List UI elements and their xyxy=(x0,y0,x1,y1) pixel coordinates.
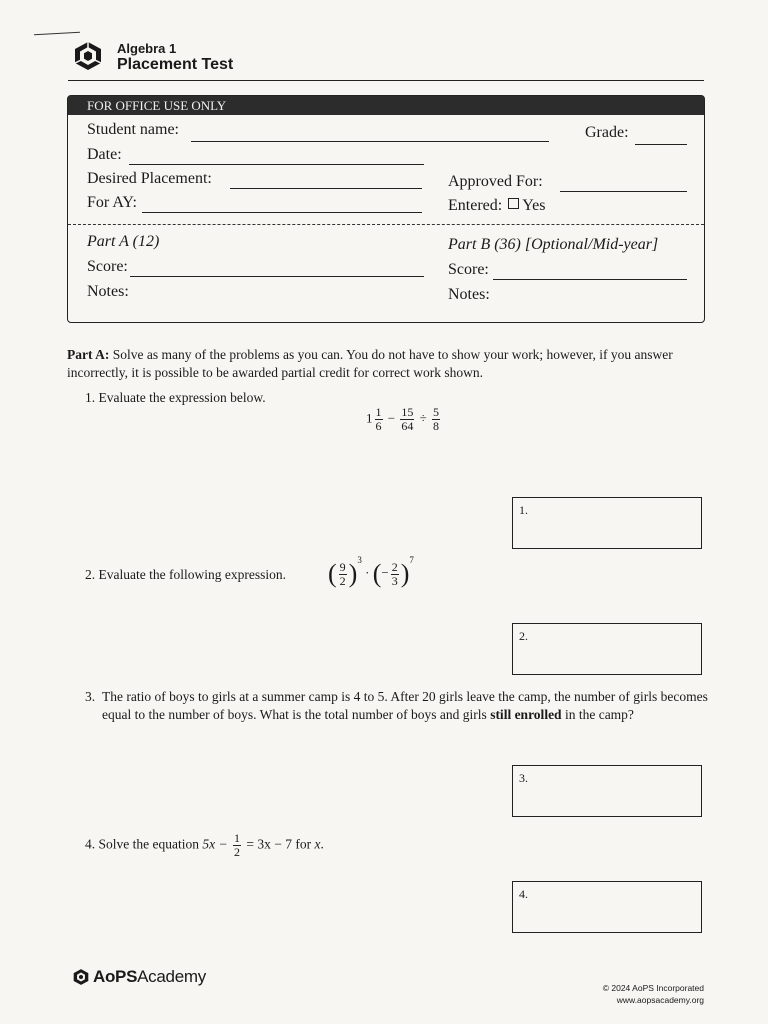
office-use-bar: FOR OFFICE USE ONLY xyxy=(68,96,704,115)
subject-label: Algebra 1 xyxy=(117,41,177,56)
problem-1-number: 1. xyxy=(85,390,96,405)
instructions-text: Solve as many of the problems as you can. You do not have to show your work; however, if you answer incorrectly, it is possible to be awarded partial credit for correct work shown. xyxy=(67,347,673,380)
answer-box-3[interactable] xyxy=(512,765,702,817)
part-b-score-label: Score: xyxy=(448,261,489,278)
for-ay-field[interactable] xyxy=(142,212,422,213)
student-name-label: Student name: xyxy=(87,121,179,138)
part-b-label: Part B (36) [Optional/Mid-year] xyxy=(448,236,659,253)
p2-negative: − xyxy=(381,565,389,580)
problem-2-number: 2. xyxy=(85,567,96,582)
part-b-score-field[interactable] xyxy=(493,279,687,280)
answer-box-4[interactable] xyxy=(512,881,702,933)
problem-2-text: Evaluate the following expression. xyxy=(98,567,286,582)
entered-yes-label: Yes xyxy=(522,197,546,214)
p1-fraction-2: $\frac{15}{64}$ xyxy=(401,405,414,433)
for-ay-label: For AY: xyxy=(87,194,137,211)
instructions-label: Part A: xyxy=(67,347,110,362)
answer-box-4-label: 4. xyxy=(519,887,528,901)
page-title: Placement Test xyxy=(117,56,234,73)
problem-4: 4. Solve the equation 5x − $\frac{1}{2}$ = 3x − 7 for x. xyxy=(85,831,324,859)
part-a-label: Part A (12) xyxy=(87,233,160,250)
footer-brand: AoPSAcademy xyxy=(93,967,206,986)
problem-3-text: The ratio of boys to girls at a summer camp is 4 to 5. After 20 girls leave the camp, the number of girls becomes equal to the number of boys. What is the total number of boys and girls still enrolled in the camp? xyxy=(102,689,708,722)
p4-variable: x xyxy=(314,836,321,852)
entered-row xyxy=(448,197,545,215)
copyright-text: © 2024 AoPS Incorporated xyxy=(602,983,704,993)
instructions xyxy=(67,346,707,382)
p1-whole: 1 xyxy=(366,410,373,426)
problem-1-text: Evaluate the expression below. xyxy=(98,390,266,405)
aops-footer-logo-icon xyxy=(72,968,90,986)
answer-box-2-label: 2. xyxy=(519,629,528,643)
p2-fraction-2: $\frac{2}{3}$ xyxy=(391,559,398,588)
aops-logo-icon xyxy=(72,40,104,72)
answer-box-3-label: 3. xyxy=(519,771,528,785)
footer-url[interactable]: www.aopsacademy.org xyxy=(616,995,704,1005)
p2-dot: · xyxy=(365,565,370,580)
problem-1-expression xyxy=(366,406,442,433)
p1-minus: − xyxy=(387,410,396,426)
entered-label: Entered: xyxy=(448,197,503,214)
answer-box-1[interactable] xyxy=(512,497,702,549)
problem-1 xyxy=(85,389,266,407)
grade-field[interactable] xyxy=(635,144,687,145)
approved-for-label: Approved For: xyxy=(448,173,543,190)
p4-fraction: $\frac{1}{2}$ xyxy=(233,831,240,859)
part-a-score-label: Score: xyxy=(87,258,128,275)
part-a-score-field[interactable] xyxy=(130,276,424,277)
p2-fraction-1: $\frac{9}{2}$ xyxy=(339,559,346,588)
corner-pen-mark xyxy=(34,32,80,35)
answer-box-2[interactable] xyxy=(512,623,702,675)
p1-divide: ÷ xyxy=(419,410,427,426)
p1-fraction-3: $\frac{5}{8}$ xyxy=(432,405,439,433)
desired-placement-field[interactable] xyxy=(230,188,422,189)
p4-lhs: 5x − xyxy=(202,836,228,852)
grade-label: Grade: xyxy=(585,124,629,141)
student-name-field[interactable] xyxy=(191,141,549,142)
answer-box-1-label: 1. xyxy=(519,503,528,517)
problem-3-emphasis: still enrolled xyxy=(490,707,562,722)
date-field[interactable] xyxy=(129,164,424,165)
approved-for-field[interactable] xyxy=(560,191,687,192)
entered-checkbox[interactable] xyxy=(508,198,519,209)
problem-4-number: 4. xyxy=(85,836,96,852)
footer-copyright xyxy=(603,982,704,1006)
part-a-notes-label: Notes: xyxy=(87,283,129,300)
problem-4-text: Solve the equation xyxy=(98,836,203,852)
problem-2 xyxy=(85,566,286,584)
problem-3-number: 3. xyxy=(85,689,96,704)
desired-placement-label: Desired Placement: xyxy=(87,170,212,187)
p4-rhs: = 3x − 7 xyxy=(246,836,292,852)
section-divider xyxy=(68,224,704,225)
part-b-notes-label: Notes: xyxy=(448,286,490,303)
problem-2-expression: ( $\frac{9}{2}$ )$^3$ · (− $\frac{2}{3}$ )$^7$ xyxy=(328,555,414,589)
date-label: Date: xyxy=(87,146,122,163)
p2-exponent-2: 7 xyxy=(409,555,414,565)
office-use-panel xyxy=(67,95,705,323)
p2-exponent-1: 3 xyxy=(357,555,362,565)
header-divider xyxy=(68,80,704,81)
p1-fraction-1: $\frac{1}{6}$ xyxy=(375,405,382,433)
